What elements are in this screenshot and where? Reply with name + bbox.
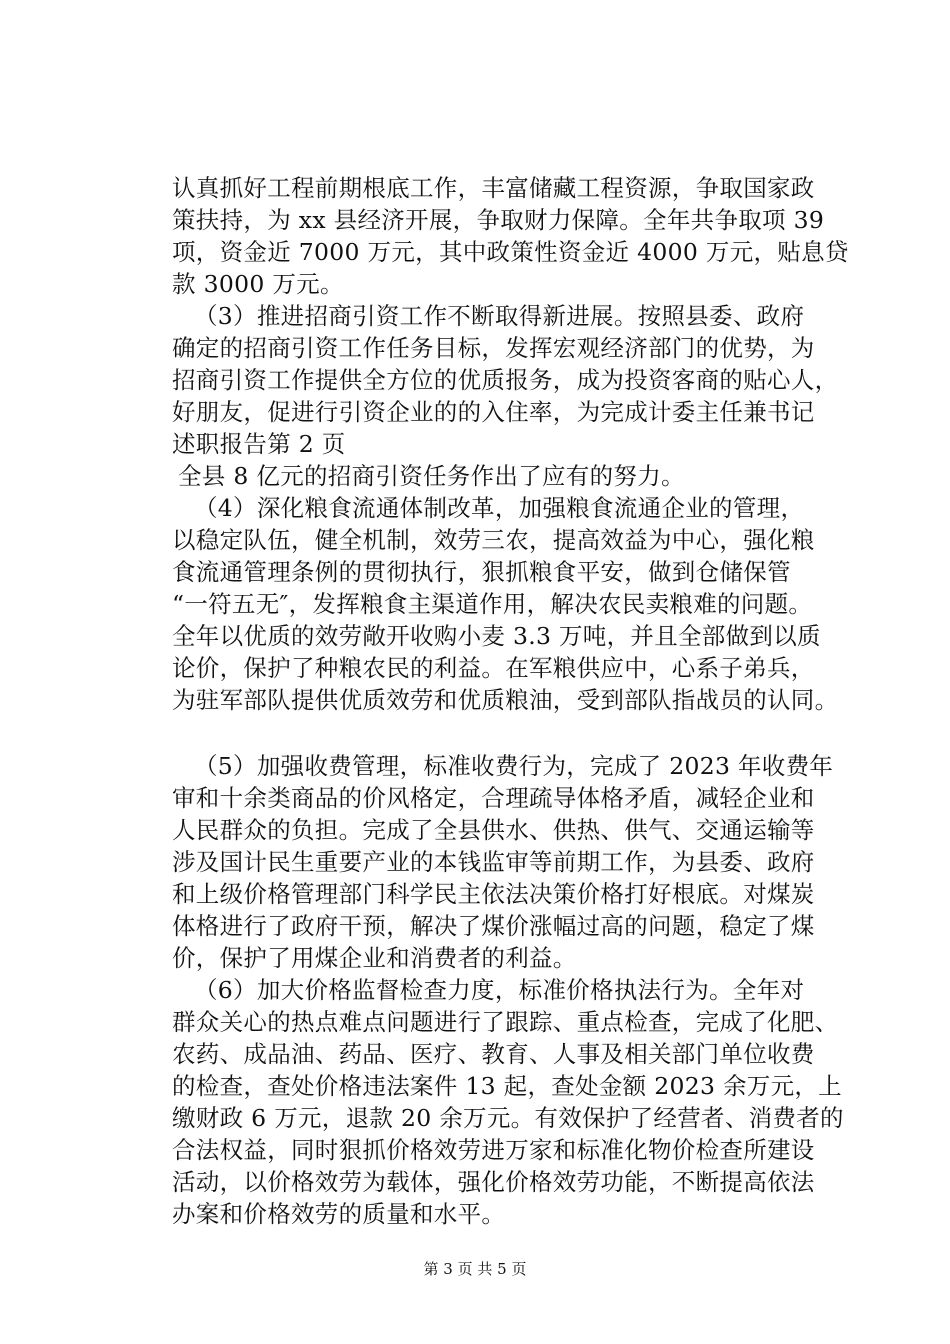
text-line: 缴财政 6 万元，退款 20 余万元。有效保护了经营者、消费者的 bbox=[172, 1104, 844, 1132]
paragraph-5 bbox=[172, 750, 832, 974]
text-line: 涉及国计民生重要产业的本钱监审等前期工作，为县委、政府 bbox=[172, 848, 815, 876]
document-body bbox=[172, 172, 849, 1230]
text-line: （3）推进招商引资工作不断取得新进展。按照县委、政府 bbox=[194, 302, 805, 330]
text-line: 价，保护了用煤企业和消费者的利益。 bbox=[172, 944, 577, 972]
text-line: “一符五无″，发挥粮食主渠道作用，解决农民卖粮难的问题。 bbox=[172, 590, 813, 618]
text-line: 策扶持，为 xx 县经济开展，争取财力保障。全年共争取项 39 bbox=[172, 206, 825, 234]
text-line: 群众关心的热点难点问题进行了跟踪、重点检查，完成了化肥、 bbox=[172, 1008, 839, 1036]
text-line: 全年以优质的效劳敞开收购小麦 3.3 万吨，并且全部做到以质 bbox=[172, 622, 821, 650]
text-line: （5）加强收费管理，标准收费行为，完成了 2023 年收费年 bbox=[194, 752, 834, 780]
page-footer: 第 3 页 共 5 页 bbox=[423, 1260, 527, 1278]
text-line: （4）深化粮食流通体制改革，加强粮食流通企业的管理， bbox=[194, 494, 805, 522]
text-line: 好朋友，促进行引资企业的的入住率，为完成计委主任兼书记 bbox=[172, 398, 815, 426]
text-line: 食流通管理条例的贯彻执行，狠抓粮食平安，做到仓储保管 bbox=[172, 558, 791, 586]
text-line: 款 3000 万元。 bbox=[172, 270, 344, 298]
text-line: （6）加大价格监督检查力度，标准价格执法行为。全年对 bbox=[194, 976, 805, 1004]
text-line: 以稳定队伍，健全机制，效劳三农，提高效益为中心，强化粮 bbox=[172, 526, 815, 554]
text-line: 办案和价格效劳的质量和水平。 bbox=[172, 1200, 506, 1228]
paragraph-spacer bbox=[172, 716, 832, 750]
text-line: 确定的招商引资工作任务目标，发挥宏观经济部门的优势，为 bbox=[172, 334, 815, 362]
text-line: 和上级价格管理部门科学民主依法决策价格打好根底。对煤炭 bbox=[172, 880, 815, 908]
text-line: 述职报告第 2 页 bbox=[172, 430, 346, 458]
text-line: 活动，以价格效劳为载体，强化价格效劳功能，不断提高依法 bbox=[172, 1168, 815, 1196]
paragraph-1 bbox=[172, 172, 849, 300]
paragraph-2 bbox=[172, 300, 839, 460]
paragraph-3 bbox=[172, 460, 832, 492]
text-line: 的检查，查处价格违法案件 13 起，查处金额 2023 余万元，上 bbox=[172, 1072, 842, 1100]
text-line: 全县 8 亿元的招商引资任务作出了应有的努力。 bbox=[178, 462, 685, 490]
text-line: 为驻军部队提供优质效劳和优质粮油，受到部队指战员的认同。 bbox=[172, 686, 839, 714]
text-line: 审和十余类商品的价风格定，合理疏导体格矛盾，减轻企业和 bbox=[172, 784, 815, 812]
text-line: 合法权益，同时狠抓价格效劳进万家和标准化物价检查所建设 bbox=[172, 1136, 815, 1164]
paragraph-6 bbox=[172, 974, 844, 1230]
paragraph-4 bbox=[172, 492, 839, 716]
text-line: 招商引资工作提供全方位的优质报务，成为投资客商的贴心人， bbox=[172, 366, 839, 394]
text-line: 论价，保护了种粮农民的利益。在军粮供应中，心系子弟兵， bbox=[172, 654, 815, 682]
text-line: 人民群众的负担。完成了全县供水、供热、供气、交通运输等 bbox=[172, 816, 815, 844]
text-line: 体格进行了政府干预，解决了煤价涨幅过高的问题，稳定了煤 bbox=[172, 912, 815, 940]
text-line: 项，资金近 7000 万元，其中政策性资金近 4000 万元，贴息贷 bbox=[172, 238, 849, 266]
text-line: 认真抓好工程前期根底工作，丰富储藏工程资源，争取国家政 bbox=[172, 174, 815, 202]
text-line: 农药、成品油、药品、医疗、教育、人事及相关部门单位收费 bbox=[172, 1040, 815, 1068]
